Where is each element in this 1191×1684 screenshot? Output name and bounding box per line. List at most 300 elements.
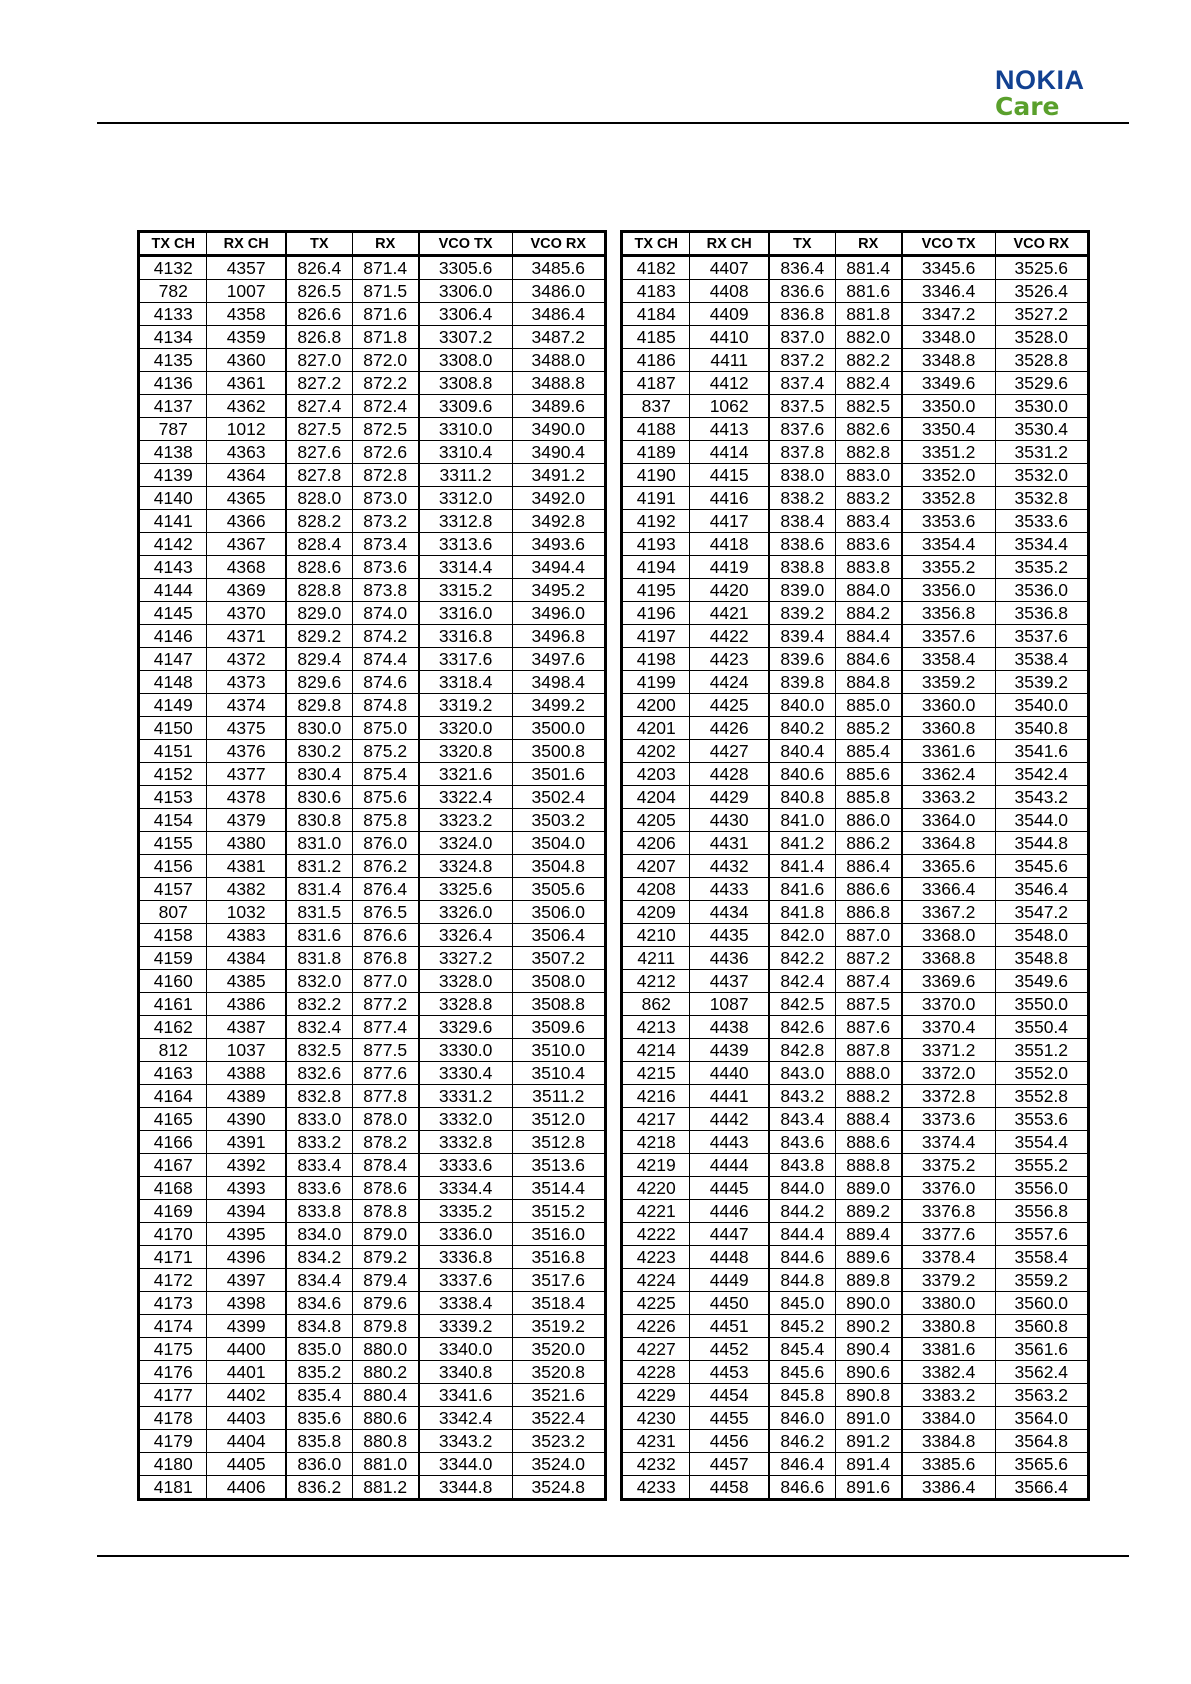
table-row [622, 924, 1089, 947]
column-header-tx-ch: TX CH [139, 232, 207, 256]
vco-rx-cell: 3516.8 [512, 1246, 605, 1269]
tx-ch-cell: 4190 [622, 464, 690, 487]
vco-rx-cell: 3508.0 [512, 970, 605, 993]
table-row [622, 1223, 1089, 1246]
vco-rx-cell: 3490.4 [512, 441, 605, 464]
tx-ch-cell: 4200 [622, 694, 690, 717]
rx-ch-cell: 4428 [690, 763, 769, 786]
vco-rx-cell: 3524.0 [512, 1453, 605, 1476]
table-row [139, 855, 606, 878]
vco-tx-cell: 3356.8 [902, 602, 995, 625]
vco-rx-cell: 3544.0 [995, 809, 1088, 832]
table-row [139, 809, 606, 832]
vco-tx-cell: 3344.0 [419, 1453, 512, 1476]
vco-rx-cell: 3510.0 [512, 1039, 605, 1062]
vco-tx-cell: 3307.2 [419, 326, 512, 349]
table-row [139, 556, 606, 579]
vco-tx-cell: 3350.0 [902, 395, 995, 418]
tx-cell: 843.6 [769, 1131, 835, 1154]
table-row [139, 947, 606, 970]
vco-tx-cell: 3380.0 [902, 1292, 995, 1315]
rx-ch-cell: 4394 [207, 1200, 286, 1223]
table-row [622, 1246, 1089, 1269]
logo-sub-brand: Care [995, 92, 1060, 121]
tx-cell: 829.2 [286, 625, 352, 648]
rx-cell: 882.2 [835, 349, 901, 372]
tx-cell: 836.4 [769, 256, 835, 280]
table-row [139, 1085, 606, 1108]
table-row [139, 372, 606, 395]
rx-cell: 890.0 [835, 1292, 901, 1315]
table-body-left [139, 256, 606, 1500]
vco-rx-cell: 3504.8 [512, 855, 605, 878]
vco-tx-cell: 3365.6 [902, 855, 995, 878]
table-row [139, 993, 606, 1016]
table-row [622, 1430, 1089, 1453]
vco-tx-cell: 3305.6 [419, 256, 512, 280]
rx-cell: 876.4 [352, 878, 418, 901]
vco-tx-cell: 3347.2 [902, 303, 995, 326]
tx-ch-cell: 4208 [622, 878, 690, 901]
tx-ch-cell: 4153 [139, 786, 207, 809]
vco-tx-cell: 3336.8 [419, 1246, 512, 1269]
tx-cell: 835.4 [286, 1384, 352, 1407]
table-row [139, 1292, 606, 1315]
vco-tx-cell: 3375.2 [902, 1154, 995, 1177]
tx-ch-cell: 4221 [622, 1200, 690, 1223]
vco-rx-cell: 3487.2 [512, 326, 605, 349]
tx-cell: 833.6 [286, 1177, 352, 1200]
tx-ch-cell: 4172 [139, 1269, 207, 1292]
tx-ch-cell: 4155 [139, 832, 207, 855]
table-row [622, 487, 1089, 510]
vco-rx-cell: 3515.2 [512, 1200, 605, 1223]
rx-cell: 874.2 [352, 625, 418, 648]
tx-cell: 832.0 [286, 970, 352, 993]
tx-ch-cell: 4197 [622, 625, 690, 648]
vco-tx-cell: 3318.4 [419, 671, 512, 694]
vco-tx-cell: 3342.4 [419, 1407, 512, 1430]
vco-rx-cell: 3544.8 [995, 832, 1088, 855]
vco-rx-cell: 3566.4 [995, 1476, 1088, 1500]
vco-rx-cell: 3565.6 [995, 1453, 1088, 1476]
rx-cell: 888.8 [835, 1154, 901, 1177]
table-row [622, 786, 1089, 809]
rx-cell: 884.8 [835, 671, 901, 694]
footer-divider [97, 1555, 1129, 1557]
rx-ch-cell: 4404 [207, 1430, 286, 1453]
table-row [139, 671, 606, 694]
vco-tx-cell: 3377.6 [902, 1223, 995, 1246]
table-row [139, 256, 606, 280]
tx-cell: 846.2 [769, 1430, 835, 1453]
rx-cell: 877.2 [352, 993, 418, 1016]
tx-cell: 831.4 [286, 878, 352, 901]
tx-cell: 837.4 [769, 372, 835, 395]
tx-cell: 837.6 [769, 418, 835, 441]
rx-ch-cell: 1062 [690, 395, 769, 418]
rx-cell: 890.6 [835, 1361, 901, 1384]
vco-tx-cell: 3331.2 [419, 1085, 512, 1108]
vco-rx-cell: 3500.0 [512, 717, 605, 740]
table-row [139, 763, 606, 786]
vco-rx-cell: 3550.0 [995, 993, 1088, 1016]
rx-ch-cell: 4433 [690, 878, 769, 901]
table-row [622, 256, 1089, 280]
table-row [622, 303, 1089, 326]
rx-cell: 876.2 [352, 855, 418, 878]
rx-cell: 886.0 [835, 809, 901, 832]
tx-cell: 833.8 [286, 1200, 352, 1223]
table-row [622, 1407, 1089, 1430]
tx-cell: 834.6 [286, 1292, 352, 1315]
table-row [139, 280, 606, 303]
table-row [622, 1177, 1089, 1200]
tx-ch-cell: 862 [622, 993, 690, 1016]
column-header-rx-ch: RX CH [690, 232, 769, 256]
rx-ch-cell: 4449 [690, 1269, 769, 1292]
rx-ch-cell: 4425 [690, 694, 769, 717]
tx-ch-cell: 4214 [622, 1039, 690, 1062]
table-row [622, 1361, 1089, 1384]
vco-tx-cell: 3337.6 [419, 1269, 512, 1292]
rx-cell: 891.0 [835, 1407, 901, 1430]
vco-tx-cell: 3329.6 [419, 1016, 512, 1039]
table-row [622, 1476, 1089, 1500]
vco-rx-cell: 3511.2 [512, 1085, 605, 1108]
table-row [139, 303, 606, 326]
tx-cell: 834.0 [286, 1223, 352, 1246]
column-header-tx: TX [286, 232, 352, 256]
rx-cell: 877.8 [352, 1085, 418, 1108]
tx-ch-cell: 787 [139, 418, 207, 441]
tx-cell: 835.8 [286, 1430, 352, 1453]
vco-tx-cell: 3311.2 [419, 464, 512, 487]
tx-cell: 828.0 [286, 487, 352, 510]
rx-cell: 890.2 [835, 1315, 901, 1338]
table-row [139, 1223, 606, 1246]
rx-ch-cell: 4415 [690, 464, 769, 487]
table-row [139, 326, 606, 349]
vco-rx-cell: 3495.2 [512, 579, 605, 602]
vco-rx-cell: 3496.8 [512, 625, 605, 648]
table-row [622, 579, 1089, 602]
vco-tx-cell: 3330.4 [419, 1062, 512, 1085]
tx-cell: 826.5 [286, 280, 352, 303]
rx-cell: 880.4 [352, 1384, 418, 1407]
rx-ch-cell: 4429 [690, 786, 769, 809]
vco-rx-cell: 3535.2 [995, 556, 1088, 579]
vco-tx-cell: 3364.8 [902, 832, 995, 855]
tx-cell: 842.4 [769, 970, 835, 993]
vco-tx-cell: 3354.4 [902, 533, 995, 556]
tx-ch-cell: 4167 [139, 1154, 207, 1177]
table-row [622, 648, 1089, 671]
rx-cell: 889.6 [835, 1246, 901, 1269]
rx-ch-cell: 4431 [690, 832, 769, 855]
rx-ch-cell: 4443 [690, 1131, 769, 1154]
rx-ch-cell: 4401 [207, 1361, 286, 1384]
tx-ch-cell: 4144 [139, 579, 207, 602]
tx-cell: 835.6 [286, 1407, 352, 1430]
vco-rx-cell: 3490.0 [512, 418, 605, 441]
vco-tx-cell: 3356.0 [902, 579, 995, 602]
vco-tx-cell: 3327.2 [419, 947, 512, 970]
table-row [622, 901, 1089, 924]
vco-tx-cell: 3328.8 [419, 993, 512, 1016]
tx-ch-cell: 4191 [622, 487, 690, 510]
rx-cell: 888.2 [835, 1085, 901, 1108]
tx-ch-cell: 4174 [139, 1315, 207, 1338]
vco-tx-cell: 3333.6 [419, 1154, 512, 1177]
rx-cell: 872.4 [352, 395, 418, 418]
vco-tx-cell: 3312.8 [419, 510, 512, 533]
tx-cell: 843.8 [769, 1154, 835, 1177]
tx-cell: 837.2 [769, 349, 835, 372]
rx-ch-cell: 4370 [207, 602, 286, 625]
rx-ch-cell: 4363 [207, 441, 286, 464]
rx-ch-cell: 1012 [207, 418, 286, 441]
vco-rx-cell: 3531.2 [995, 441, 1088, 464]
rx-cell: 882.4 [835, 372, 901, 395]
rx-ch-cell: 4391 [207, 1131, 286, 1154]
tx-cell: 831.6 [286, 924, 352, 947]
vco-rx-cell: 3494.4 [512, 556, 605, 579]
vco-tx-cell: 3376.0 [902, 1177, 995, 1200]
table-row [139, 1154, 606, 1177]
rx-ch-cell: 4387 [207, 1016, 286, 1039]
rx-ch-cell: 4377 [207, 763, 286, 786]
vco-tx-cell: 3358.4 [902, 648, 995, 671]
vco-tx-cell: 3370.4 [902, 1016, 995, 1039]
vco-tx-cell: 3348.0 [902, 326, 995, 349]
rx-ch-cell: 4402 [207, 1384, 286, 1407]
tx-cell: 844.8 [769, 1269, 835, 1292]
vco-rx-cell: 3536.8 [995, 602, 1088, 625]
vco-rx-cell: 3542.4 [995, 763, 1088, 786]
rx-cell: 876.0 [352, 832, 418, 855]
vco-tx-cell: 3309.6 [419, 395, 512, 418]
vco-tx-cell: 3312.0 [419, 487, 512, 510]
rx-ch-cell: 4386 [207, 993, 286, 1016]
rx-ch-cell: 4437 [690, 970, 769, 993]
tx-ch-cell: 4161 [139, 993, 207, 1016]
vco-tx-cell: 3306.0 [419, 280, 512, 303]
vco-rx-cell: 3561.6 [995, 1338, 1088, 1361]
rx-ch-cell: 4393 [207, 1177, 286, 1200]
tx-cell: 832.4 [286, 1016, 352, 1039]
table-row [139, 487, 606, 510]
rx-ch-cell: 4455 [690, 1407, 769, 1430]
tx-cell: 840.2 [769, 717, 835, 740]
vco-tx-cell: 3317.6 [419, 648, 512, 671]
table-row [622, 625, 1089, 648]
rx-cell: 871.8 [352, 326, 418, 349]
rx-ch-cell: 4441 [690, 1085, 769, 1108]
table-row [622, 395, 1089, 418]
rx-cell: 875.4 [352, 763, 418, 786]
rx-ch-cell: 4457 [690, 1453, 769, 1476]
tx-cell: 836.8 [769, 303, 835, 326]
table-row [139, 1407, 606, 1430]
table-row [139, 1039, 606, 1062]
tx-ch-cell: 4228 [622, 1361, 690, 1384]
tx-ch-cell: 4166 [139, 1131, 207, 1154]
vco-rx-cell: 3555.2 [995, 1154, 1088, 1177]
tx-ch-cell: 4226 [622, 1315, 690, 1338]
rx-cell: 872.0 [352, 349, 418, 372]
vco-tx-cell: 3339.2 [419, 1315, 512, 1338]
tx-cell: 844.6 [769, 1246, 835, 1269]
vco-rx-cell: 3503.2 [512, 809, 605, 832]
vco-rx-cell: 3486.0 [512, 280, 605, 303]
vco-tx-cell: 3385.6 [902, 1453, 995, 1476]
rx-ch-cell: 4442 [690, 1108, 769, 1131]
table-row [139, 901, 606, 924]
tx-cell: 845.8 [769, 1384, 835, 1407]
tx-cell: 835.0 [286, 1338, 352, 1361]
tx-cell: 831.5 [286, 901, 352, 924]
vco-tx-cell: 3325.6 [419, 878, 512, 901]
tx-cell: 827.2 [286, 372, 352, 395]
table-row [139, 1476, 606, 1500]
vco-tx-cell: 3363.2 [902, 786, 995, 809]
vco-rx-cell: 3540.0 [995, 694, 1088, 717]
tx-ch-cell: 4199 [622, 671, 690, 694]
rx-ch-cell: 4430 [690, 809, 769, 832]
rx-ch-cell: 4420 [690, 579, 769, 602]
table-row [622, 1292, 1089, 1315]
vco-tx-cell: 3370.0 [902, 993, 995, 1016]
vco-tx-cell: 3384.0 [902, 1407, 995, 1430]
vco-rx-cell: 3520.8 [512, 1361, 605, 1384]
table-row [139, 878, 606, 901]
tx-cell: 832.8 [286, 1085, 352, 1108]
vco-tx-cell: 3330.0 [419, 1039, 512, 1062]
vco-rx-cell: 3493.6 [512, 533, 605, 556]
tx-ch-cell: 837 [622, 395, 690, 418]
rx-cell: 877.5 [352, 1039, 418, 1062]
table-header-row [139, 232, 606, 256]
rx-cell: 887.2 [835, 947, 901, 970]
tx-ch-cell: 4169 [139, 1200, 207, 1223]
vco-tx-cell: 3353.6 [902, 510, 995, 533]
rx-ch-cell: 4397 [207, 1269, 286, 1292]
table-row [139, 395, 606, 418]
rx-ch-cell: 4368 [207, 556, 286, 579]
table-row [622, 717, 1089, 740]
table-row [622, 1062, 1089, 1085]
table-body-right [622, 256, 1089, 1500]
rx-cell: 890.4 [835, 1338, 901, 1361]
rx-ch-cell: 4448 [690, 1246, 769, 1269]
table-row [622, 970, 1089, 993]
rx-ch-cell: 4357 [207, 256, 286, 280]
vco-tx-cell: 3310.0 [419, 418, 512, 441]
tx-cell: 833.4 [286, 1154, 352, 1177]
tx-cell: 841.2 [769, 832, 835, 855]
rx-cell: 876.8 [352, 947, 418, 970]
rx-cell: 889.0 [835, 1177, 901, 1200]
vco-rx-cell: 3539.2 [995, 671, 1088, 694]
vco-rx-cell: 3541.6 [995, 740, 1088, 763]
rx-cell: 877.0 [352, 970, 418, 993]
table-row [622, 947, 1089, 970]
rx-ch-cell: 4454 [690, 1384, 769, 1407]
vco-rx-cell: 3564.8 [995, 1430, 1088, 1453]
table-row [622, 1453, 1089, 1476]
tx-ch-cell: 4146 [139, 625, 207, 648]
rx-ch-cell: 4384 [207, 947, 286, 970]
tx-cell: 840.0 [769, 694, 835, 717]
rx-ch-cell: 4412 [690, 372, 769, 395]
rx-ch-cell: 4444 [690, 1154, 769, 1177]
rx-ch-cell: 4452 [690, 1338, 769, 1361]
tx-cell: 833.0 [286, 1108, 352, 1131]
tx-ch-cell: 4139 [139, 464, 207, 487]
tx-cell: 843.0 [769, 1062, 835, 1085]
vco-tx-cell: 3368.8 [902, 947, 995, 970]
vco-rx-cell: 3525.6 [995, 256, 1088, 280]
tx-cell: 832.6 [286, 1062, 352, 1085]
vco-tx-cell: 3308.8 [419, 372, 512, 395]
rx-cell: 882.6 [835, 418, 901, 441]
rx-ch-cell: 4435 [690, 924, 769, 947]
tx-ch-cell: 4184 [622, 303, 690, 326]
vco-rx-cell: 3513.6 [512, 1154, 605, 1177]
tx-ch-cell: 4233 [622, 1476, 690, 1500]
tx-ch-cell: 4138 [139, 441, 207, 464]
tx-ch-cell: 4232 [622, 1453, 690, 1476]
vco-rx-cell: 3488.0 [512, 349, 605, 372]
vco-rx-cell: 3552.8 [995, 1085, 1088, 1108]
vco-rx-cell: 3550.4 [995, 1016, 1088, 1039]
tx-ch-cell: 4160 [139, 970, 207, 993]
rx-cell: 888.4 [835, 1108, 901, 1131]
table-row [622, 556, 1089, 579]
rx-cell: 887.5 [835, 993, 901, 1016]
rx-cell: 886.4 [835, 855, 901, 878]
tx-ch-cell: 4151 [139, 740, 207, 763]
rx-ch-cell: 4410 [690, 326, 769, 349]
vco-tx-cell: 3315.2 [419, 579, 512, 602]
tx-ch-cell: 4152 [139, 763, 207, 786]
rx-cell: 881.4 [835, 256, 901, 280]
table-row [139, 602, 606, 625]
table-row [139, 832, 606, 855]
rx-cell: 879.4 [352, 1269, 418, 1292]
rx-cell: 891.6 [835, 1476, 901, 1500]
tx-cell: 829.8 [286, 694, 352, 717]
vco-rx-cell: 3556.0 [995, 1177, 1088, 1200]
rx-ch-cell: 4426 [690, 717, 769, 740]
tx-cell: 841.0 [769, 809, 835, 832]
vco-tx-cell: 3316.8 [419, 625, 512, 648]
table-row [622, 855, 1089, 878]
vco-rx-cell: 3486.4 [512, 303, 605, 326]
tx-ch-cell: 4201 [622, 717, 690, 740]
rx-ch-cell: 4367 [207, 533, 286, 556]
vco-tx-cell: 3340.8 [419, 1361, 512, 1384]
logo-brand: NOKIA [995, 65, 1085, 95]
vco-rx-cell: 3496.0 [512, 602, 605, 625]
rx-cell: 881.6 [835, 280, 901, 303]
tx-cell: 837.8 [769, 441, 835, 464]
tx-ch-cell: 4178 [139, 1407, 207, 1430]
vco-tx-cell: 3341.6 [419, 1384, 512, 1407]
rx-ch-cell: 4390 [207, 1108, 286, 1131]
tx-cell: 840.6 [769, 763, 835, 786]
